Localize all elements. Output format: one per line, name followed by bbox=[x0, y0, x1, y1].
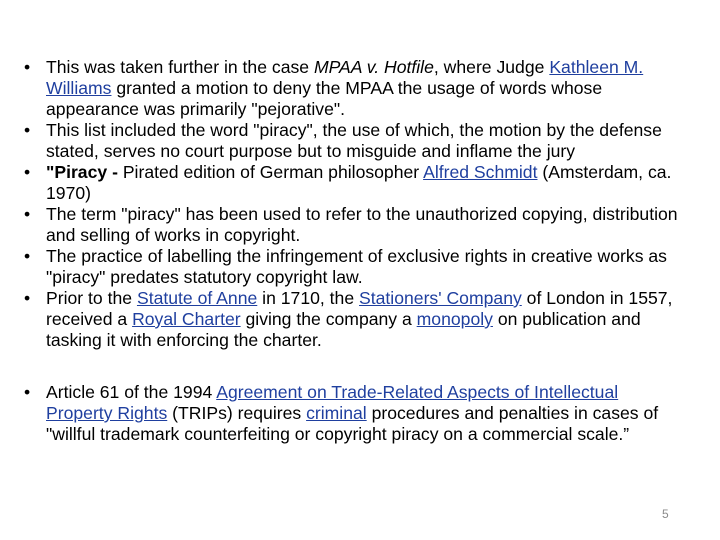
bullet-text: giving the company a bbox=[240, 309, 417, 329]
bullet-item bbox=[24, 120, 696, 162]
bullet-text: This list included the word "piracy", the use of which, the motion by the defense stated, serves no court purpose but to misguide and inflame the jury bbox=[46, 120, 662, 161]
bullet-dot: • bbox=[24, 382, 31, 402]
hyperlink[interactable]: monopoly bbox=[416, 309, 493, 329]
hyperlink[interactable]: Alfred Schmidt bbox=[423, 162, 538, 182]
bullet-dot: • bbox=[24, 246, 31, 266]
hyperlink[interactable]: Agreement on Trade-Related Aspects of Intellectual Property Rights bbox=[46, 382, 619, 423]
bullet-text: procedures and penalties in cases of "willful trademark counterfeiting or copyright piracy on a commercial scale.” bbox=[46, 403, 659, 444]
hyperlink[interactable]: Statute of Anne bbox=[136, 288, 258, 308]
hyperlink[interactable]: criminal bbox=[306, 403, 367, 423]
bullet-dot: • bbox=[24, 162, 31, 182]
bullet-text: granted a motion to deny the MPAA the usage of words whose appearance was primarily "pejorative". bbox=[46, 78, 603, 119]
bullet-text: (TRIPs) requires bbox=[167, 403, 307, 423]
bullet-text: , where Judge bbox=[433, 57, 550, 77]
bullet-dot: • bbox=[24, 288, 31, 308]
bullet-text: "Piracy bbox=[46, 162, 113, 182]
hyperlink[interactable]: Royal Charter bbox=[132, 309, 241, 329]
hyperlink[interactable]: Kathleen M. Williams bbox=[46, 57, 644, 98]
bullet-item bbox=[24, 162, 696, 204]
bullet-text: The practice of labelling the infringement of exclusive rights in creative works as "piracy" predates statutory copyright law. bbox=[46, 246, 667, 287]
bullet-text: - bbox=[112, 162, 123, 182]
bullet-text: (Amsterdam, ca. 1970) bbox=[46, 162, 672, 203]
bullet-dot: • bbox=[24, 120, 31, 140]
slide-number: 5 bbox=[662, 507, 669, 521]
bullet-text: of London in 1557, received a bbox=[46, 288, 673, 329]
hyperlink[interactable]: Stationers' Company bbox=[359, 288, 522, 308]
bullet-text: Article 61 of the 1994 bbox=[46, 382, 217, 402]
bullet-text: in 1710, the bbox=[257, 288, 360, 308]
bullet-item bbox=[24, 57, 696, 120]
bullet-text: Prior to the bbox=[46, 288, 137, 308]
bullet-text: This was taken further in the case bbox=[46, 57, 314, 77]
bullet-item bbox=[24, 204, 696, 246]
bullet-item bbox=[24, 382, 666, 445]
bullet-text: Pirated edition of German philosopher bbox=[122, 162, 424, 182]
bullet-text: on publication and tasking it with enforcing the charter. bbox=[46, 309, 641, 350]
bullet-item bbox=[24, 288, 696, 351]
bullet-item bbox=[24, 246, 696, 288]
bullet-text: The term "piracy" has been used to refer to the unauthorized copying, distribution and selling of works in copyright. bbox=[46, 204, 678, 245]
bullet-dot: • bbox=[24, 204, 31, 224]
bullet-text: MPAA v. Hotfile bbox=[313, 57, 434, 77]
bullet-list bbox=[24, 57, 696, 445]
bullet-dot: • bbox=[24, 57, 31, 77]
